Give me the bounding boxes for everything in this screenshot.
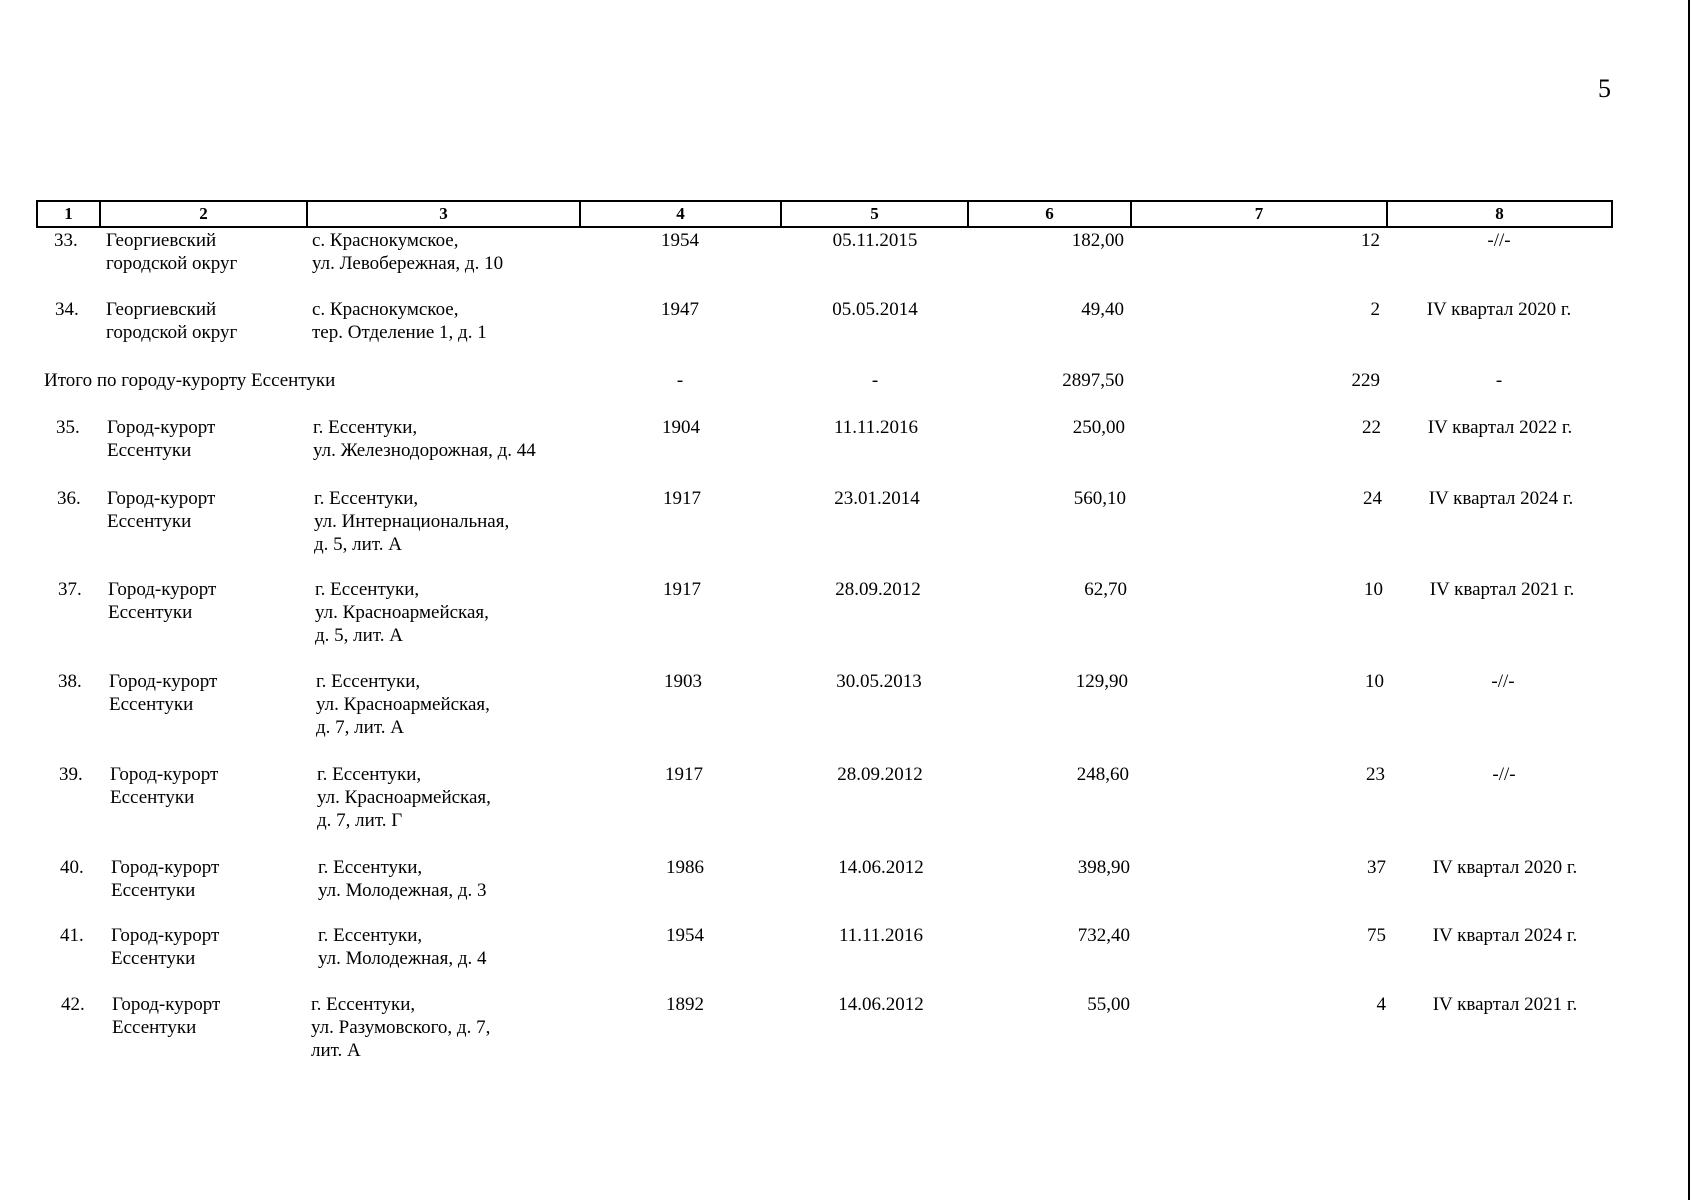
row-address: г. Ессентуки, ул. Молодежная, д. 3	[318, 857, 487, 901]
row-term: -//-	[1491, 671, 1515, 692]
table-header-row	[36, 200, 1613, 228]
row-number: 38.	[58, 671, 82, 692]
subtotal-count: 229	[1351, 370, 1380, 391]
row-date: 30.05.2013	[836, 671, 922, 692]
row-number: 42.	[61, 994, 85, 1015]
subtotal-year: -	[676, 370, 684, 391]
row-year: 1917	[665, 764, 703, 785]
row-count: 22	[1362, 417, 1381, 438]
row-municipality: Город-курорт Ессентуки	[111, 857, 220, 901]
row-year: 1904	[662, 417, 700, 438]
column-header-3: 3	[306, 202, 579, 226]
row-address: г. Ессентуки, ул. Разумовского, д. 7, лит. А	[311, 994, 491, 1061]
row-municipality: Город-курорт Ессентуки	[110, 764, 219, 808]
row-area: 398,90	[1077, 857, 1130, 878]
row-date: 14.06.2012	[838, 857, 924, 878]
row-area: 182,00	[1071, 230, 1124, 251]
row-term: IV квартал 2024 г.	[1428, 488, 1574, 509]
row-address: с. Краснокумское, тер. Отделение 1, д. 1	[312, 299, 487, 343]
row-address: г. Ессентуки, ул. Красноармейская, д. 7, лит. А	[316, 671, 490, 738]
column-header-2: 2	[99, 202, 306, 226]
row-term: IV квартал 2020 г.	[1432, 857, 1578, 878]
row-municipality: Георгиевский городской округ	[106, 230, 238, 274]
row-number: 34.	[55, 299, 79, 320]
row-date: 05.11.2015	[832, 230, 918, 251]
row-term: IV квартал 2021 г.	[1429, 579, 1575, 600]
row-year: 1954	[666, 925, 704, 946]
column-header-8: 8	[1386, 202, 1611, 226]
row-year: 1947	[661, 299, 699, 320]
row-term: -//-	[1487, 230, 1511, 251]
column-header-5: 5	[780, 202, 967, 226]
row-count: 24	[1363, 488, 1382, 509]
row-date: 11.11.2016	[833, 417, 919, 438]
column-header-1: 1	[64, 204, 73, 223]
row-number: 37.	[58, 579, 82, 600]
row-area: 560,10	[1073, 488, 1126, 509]
row-number: 39.	[59, 764, 83, 785]
row-count: 23	[1366, 764, 1385, 785]
row-term: IV квартал 2020 г.	[1426, 299, 1572, 320]
row-area: 55,00	[1087, 994, 1130, 1015]
row-year: 1903	[664, 671, 702, 692]
row-address: г. Ессентуки, ул. Красноармейская, д. 7, лит. Г	[317, 764, 491, 831]
row-area: 732,40	[1077, 925, 1130, 946]
row-municipality: Город-курорт Ессентуки	[111, 925, 220, 969]
row-number: 36.	[57, 488, 81, 509]
subtotal-date: -	[871, 370, 879, 391]
row-address: г. Ессентуки, ул. Железнодорожная, д. 44	[313, 417, 536, 461]
row-term: IV квартал 2022 г.	[1427, 417, 1573, 438]
row-number: 35.	[56, 417, 80, 438]
row-date: 14.06.2012	[838, 994, 924, 1015]
column-header-6: 6	[967, 202, 1130, 226]
row-count: 12	[1361, 230, 1380, 251]
row-count: 75	[1367, 925, 1386, 946]
row-count: 10	[1365, 671, 1384, 692]
row-address: г. Ессентуки, ул. Молодежная, д. 4	[318, 925, 487, 969]
row-year: 1986	[666, 857, 704, 878]
row-address: г. Ессентуки, ул. Красноармейская, д. 5, лит. А	[315, 579, 489, 646]
row-date: 11.11.2016	[838, 925, 924, 946]
scan-edge-line	[1688, 0, 1690, 1200]
subtotal-area: 2897,50	[1062, 370, 1124, 391]
row-date: 28.09.2012	[837, 764, 923, 785]
row-municipality: Город-курорт Ессентуки	[107, 417, 216, 461]
row-municipality: Город-курорт Ессентуки	[112, 994, 221, 1038]
row-number: 40.	[60, 857, 84, 878]
row-date: 05.05.2014	[832, 299, 918, 320]
row-term: -//-	[1492, 764, 1516, 785]
row-address: г. Ессентуки, ул. Интернациональная, д. 5, лит. А	[314, 488, 510, 555]
page-number: 5	[1598, 74, 1611, 103]
row-year: 1954	[661, 230, 699, 251]
row-date: 23.01.2014	[834, 488, 920, 509]
subtotal-label: Итого по городу-курорту Ессентуки	[44, 370, 336, 391]
subtotal-term: -	[1495, 370, 1503, 391]
row-address: с. Краснокумское, ул. Левобережная, д. 10	[312, 230, 504, 274]
row-year: 1917	[663, 579, 701, 600]
row-area: 49,40	[1081, 299, 1124, 320]
row-area: 248,60	[1076, 764, 1129, 785]
row-municipality: Город-курорт Ессентуки	[109, 671, 218, 715]
row-term: IV квартал 2021 г.	[1432, 994, 1578, 1015]
row-number: 41.	[60, 925, 84, 946]
row-count: 37	[1367, 857, 1386, 878]
row-area: 250,00	[1072, 417, 1125, 438]
row-municipality: Георгиевский городской округ	[106, 299, 238, 343]
row-municipality: Город-курорт Ессентуки	[107, 488, 216, 532]
row-term: IV квартал 2024 г.	[1432, 925, 1578, 946]
row-municipality: Город-курорт Ессентуки	[108, 579, 217, 623]
row-year: 1917	[663, 488, 701, 509]
row-count: 2	[1370, 299, 1380, 320]
row-number: 33.	[54, 230, 78, 251]
row-count: 10	[1364, 579, 1383, 600]
row-area: 62,70	[1084, 579, 1127, 600]
row-area: 129,90	[1075, 671, 1128, 692]
row-date: 28.09.2012	[835, 579, 921, 600]
column-header-7: 7	[1130, 202, 1386, 226]
column-header-4: 4	[579, 202, 780, 226]
row-count: 4	[1376, 994, 1386, 1015]
row-year: 1892	[666, 994, 704, 1015]
